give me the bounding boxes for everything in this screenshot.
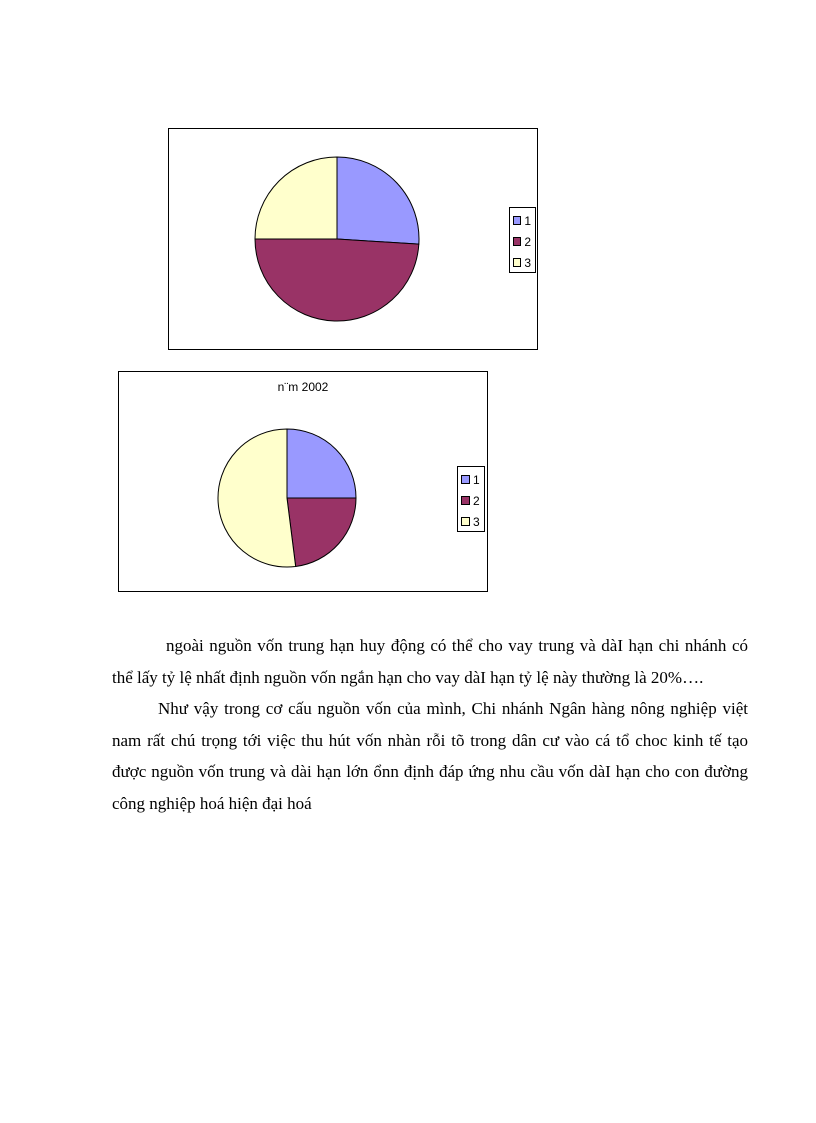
legend-item	[461, 490, 480, 511]
legend-swatch-2	[513, 237, 521, 246]
legend-item	[513, 252, 531, 273]
legend-item	[461, 469, 480, 490]
legend-swatch-1	[513, 216, 521, 225]
legend-label: 1	[473, 472, 480, 487]
legend-label: 2	[473, 493, 480, 508]
legend-label: 3	[524, 255, 531, 270]
pie-chart-1-plot	[169, 129, 539, 351]
pie-slice-2	[287, 498, 356, 566]
legend-swatch-3	[513, 258, 521, 267]
pie-slice-3	[218, 429, 296, 567]
legend-label: 1	[524, 213, 531, 228]
legend-swatch-3	[461, 517, 470, 526]
paragraph: ngoài nguồn vốn trung hạn huy động có thể cho vay trung và dàI hạn chi nhánh có thể lấy tỷ lệ nhất định nguồn vốn ngắn hạn cho vay dàI hạn tỷ lệ này thường là 20%….	[112, 636, 748, 687]
paragraph: Như vậy trong cơ cấu nguồn vốn của mình, Chi nhánh Ngân hàng nông nghiệp việt nam rất chú trọng tới việc thu hút vốn nhàn rỗi tõ trong dân cư vào cá tổ choc kinh tế tạo được nguồn vốn trung và dài hạn lớn ổnn định đáp ứng nhu cầu vốn dàI hạn cho con đường công nghiệp hoá hiện đại hoá	[112, 699, 748, 813]
pie-chart-2-plot	[119, 372, 489, 593]
pie-chart-1-legend	[509, 207, 536, 273]
pie-slice-1	[287, 429, 356, 498]
legend-item	[461, 511, 480, 532]
pie-slice-1	[337, 157, 419, 244]
pie-slice-3	[255, 157, 337, 239]
legend-swatch-2	[461, 496, 470, 505]
pie-chart-2	[118, 371, 488, 592]
legend-swatch-1	[461, 475, 470, 484]
legend-item	[513, 210, 531, 231]
legend-label: 3	[473, 514, 480, 529]
legend-item	[513, 231, 531, 252]
body-text	[112, 630, 748, 819]
chart-title: n¨m 2002	[277, 380, 329, 394]
pie-slice-2	[255, 239, 419, 321]
pie-chart-1	[168, 128, 538, 350]
pie-chart-2-legend	[457, 466, 485, 532]
legend-label: 2	[524, 234, 531, 249]
